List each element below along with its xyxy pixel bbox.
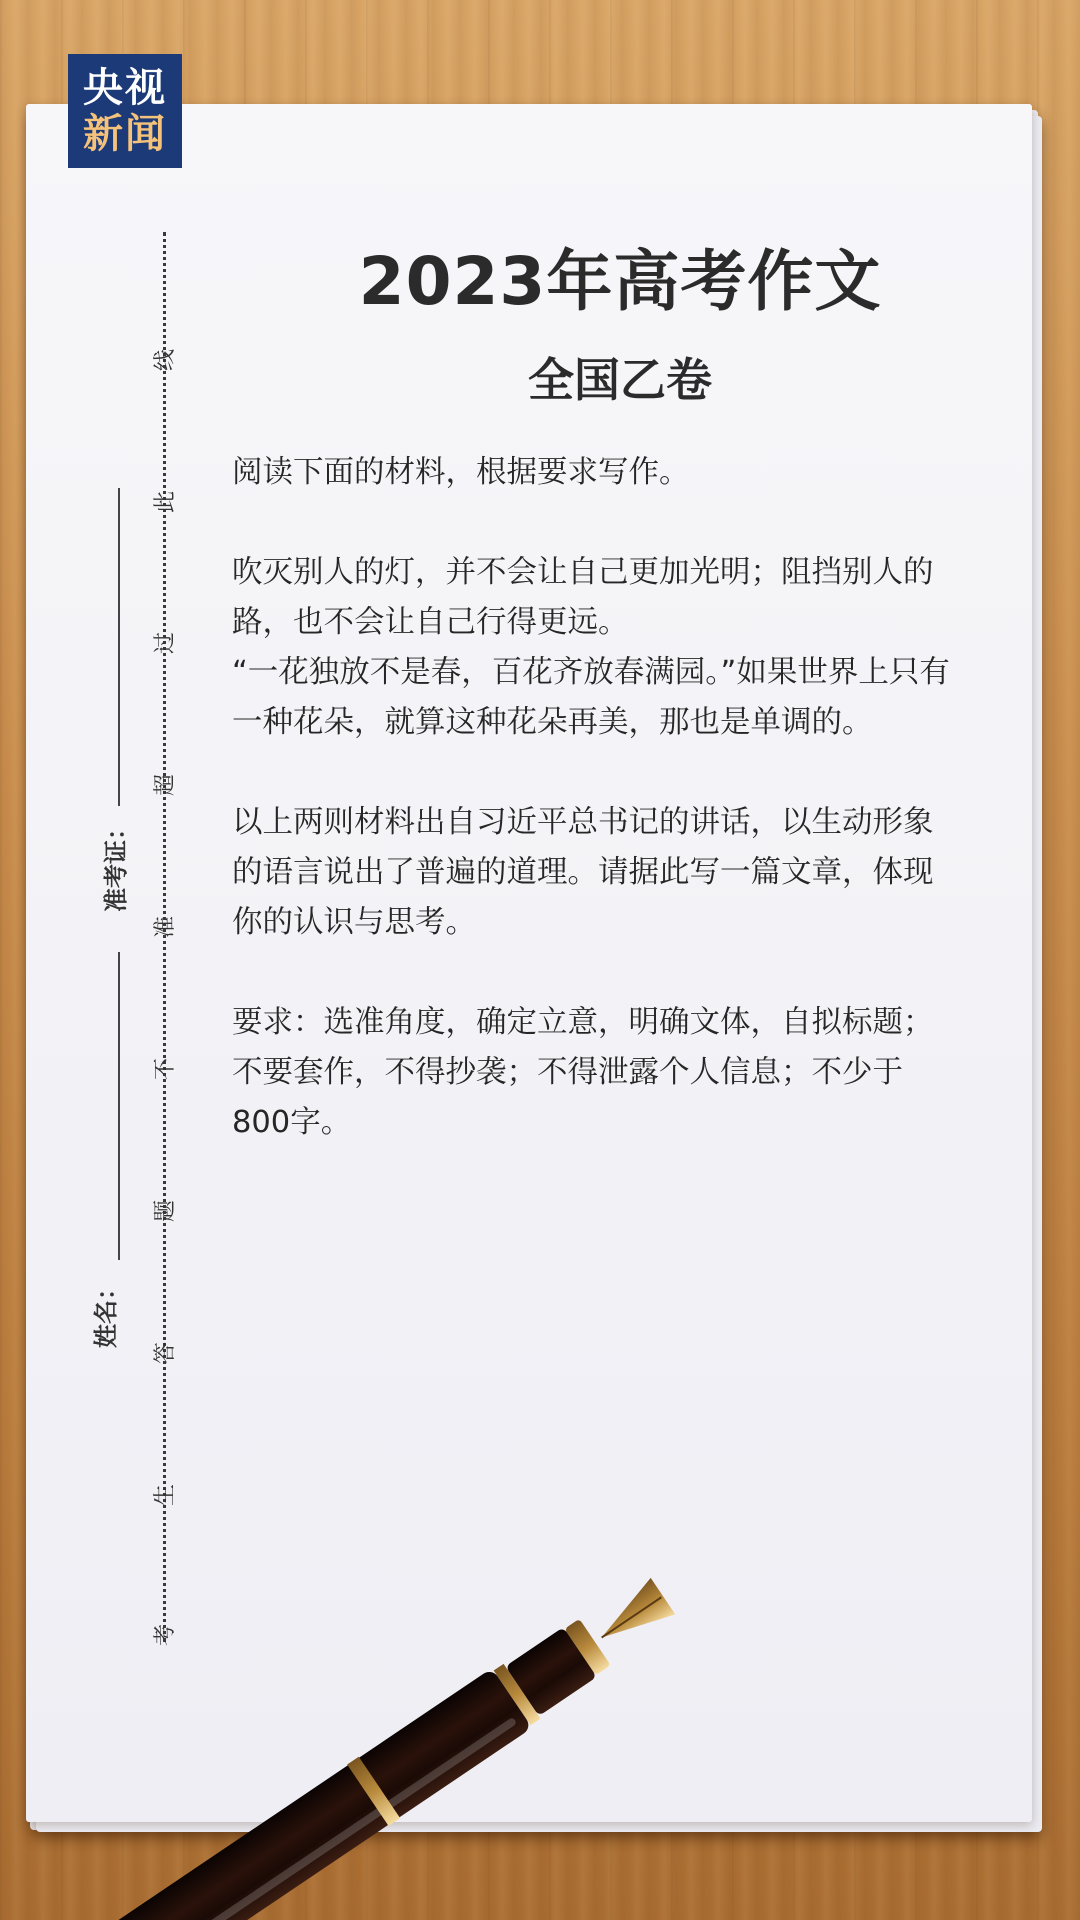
seal-char: 题 (152, 1200, 178, 1223)
exam-id-label: 准考证： (101, 816, 130, 912)
logo-line-1: 央视 (83, 65, 167, 111)
name-blank-line (118, 1200, 120, 1260)
seal-char: 超 (152, 774, 178, 797)
intro-paragraph: 阅读下面的材料，根据要求写作。 (232, 455, 690, 490)
seal-char: 线 (152, 349, 178, 372)
seal-char: 不 (152, 1058, 178, 1081)
seal-char: 此 (152, 491, 178, 514)
name-label: 姓名： (91, 1276, 120, 1348)
seal-char: 生 (152, 1484, 178, 1507)
seal-char: 准 (152, 916, 178, 939)
seal-char: 答 (152, 1342, 178, 1365)
cctv-news-logo (68, 54, 182, 168)
essay-prompt (232, 448, 954, 1148)
prompt-paragraph: 以上两则材料出自习近平总书记的讲话，以生动形象的语言说出了普遍的道理。请据此写一篇文章，体现你的认识与思考。 (232, 805, 934, 940)
seal-char: 考 (152, 1624, 178, 1647)
logo-line-2: 新闻 (83, 111, 167, 157)
requirements-paragraph: 要求：选准角度，确定立意，明确文体，自拟标题；不要套作，不得抄袭；不得泄露个人信息；不少于800字。 (232, 1005, 934, 1140)
exam-id-blank-line (118, 488, 120, 806)
page-subtitle: 全国乙卷 (528, 353, 712, 407)
material-paragraph-2: “一花独放不是春，百花齐放春满园。”如果世界上只有一种花朵，就算这种花朵再美，那也是单调的。 (232, 655, 950, 740)
page-title: 2023年高考作文 (358, 243, 882, 320)
seal-char: 过 (152, 632, 178, 655)
material-paragraph-1: 吹灭别人的灯，并不会让自己更加光明；阻挡别人的路，也不会让自己行得更远。 (232, 555, 934, 640)
